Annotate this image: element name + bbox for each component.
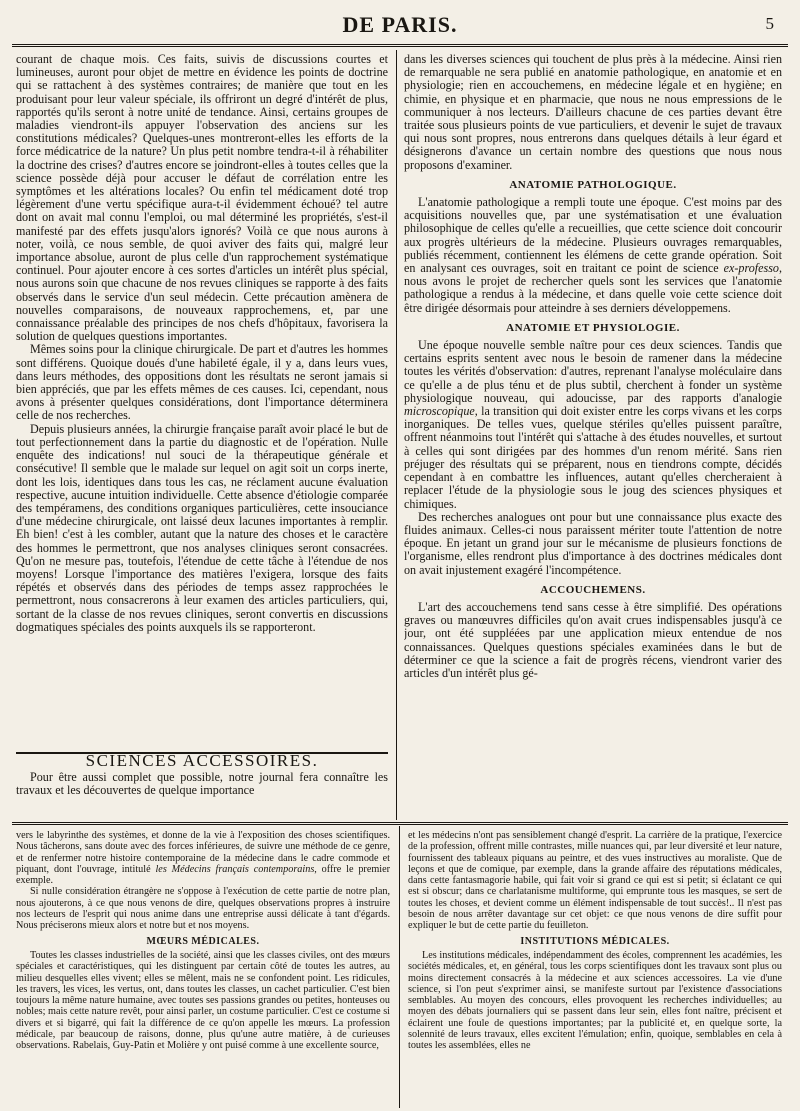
paragraph: Toutes les classes industrielles de la société, ainsi que les classes civiles, ont des mœurs spéciales et caractéristiques, qui les distinguent par certain côté de toutes les autres, au milieu desquelles elles vivent; elles se mêlent, mais ne se confondent point. Les ridicules, les travers, les vices, les vertus, ont, dans toutes les classes, un cachet particulier. C'est bien toujours la même nature humaine, avec toutes ses passions grandes ou petites, honteuses ou nobles; mais cette nature revêt, pour ainsi parler, un costume particulier. C'est ce costume si divers et si bigarré, qui fait la différence de ce qu'on appelle les mœurs. La profession médicale, par beaucoup de raisons, donne, plus qu'une autre matière, à de curieuses observations. Rabelais, Guy-Patin et Molière y ont puisé comme à une excellente source, <box>16 949 390 1052</box>
paragraph: L'anatomie pathologique a rempli toute une époque. C'est moins par des acquisitions nouvelles que, par une systématisation et une évaluation philosophique de celles qu'elle a recueillies, que cette science doit concourir aux progrès ultérieurs de la médecine. Plusieurs ouvrages remarquables, publiés récemment, contiennent les élémens de cette grande opération. Soit en analysant ces ouvrages, soit en traitant ce point de science ex-professo, nous avons le projet de rechercher quels sont les services que l'anatomie pathologique a rendus à la médecine, et dans quelle voie cette science doit être dirigée désormais pour atteindre à ses derniers développemens. <box>404 195 782 315</box>
feuilleton-rule <box>12 822 788 825</box>
paragraph: dans les diverses sciences qui touchent de plus près à la médecine. Ainsi rien de remarquable ne sera publié en anatomie pathologique, en anatomie et en physiologie; rien en accouchemens, en médecine légale et en hygiène; en chimie, en physique et en pharmacie, que nous ne nous empressions de le communiquer à nos lecteurs. D'ailleurs chacune de ces parties devant être traitée sous plusieurs points de vue particuliers, et devenir le sujet de travaux qui nous sont propres, nous entrerons dans quelques détails à leur égard et désignerons d'avance un certain nombre des questions que nous nous proposons d'examiner. <box>404 53 782 172</box>
emphasis: les Médecins français contemporains <box>155 863 315 875</box>
paragraph: et les médecins n'ont pas sensiblement changé d'esprit. La carrière de la pratique, l'exercice de la profession, offrent mille contrastes, mille nuances qui, par leur diversité et leur nature, fournissent des tableaux piquans au peintre, et des vues instructives au moraliste. Que de leçons et que de comique, par exemple, dans la grande affaire des réputations médicales, dans cette fantasmagorie habile, qui fait voir si grand ce qui est si petit; si éclatant ce qui est si obscur; dans ce charlatanisme multiforme, qui emprunte tous les masques, se sert de toutes les choses, et devient comme un élément indispensable de tout succès!.. Il n'est pas besoin de nous arrêter davantage sur cet objet: ce que nous venons de dire suffit pour expliquer le but de cette partie du feuilleton. <box>408 830 782 932</box>
section-heading: MŒURS MÉDICALES. <box>146 935 260 947</box>
page-header <box>0 12 800 42</box>
section-heading: ACCOUCHEMENS. <box>540 583 646 596</box>
paragraph: Une époque nouvelle semble naître pour ces deux sciences. Tandis que certains esprits sentent avec nous le besoin de ramener dans la médecine toutes les vérités d'observation: d'autres, reprenant l'analyse moléculaire dans ce qu'elle a de plus ténu et de plus subtil, cherchent à fonder un système physiologique nouveau, qui adoucisse, par des rapports d'analogie microscopique, la transition qui doit exister entre les corps vivans et les corps inorganiques. De telles vues, quelque stériles qu'elles puissent paraître, offrent néanmoins tout l'intérêt qui s'attache à des études nouvelles, et surtout à celles qui sont dirigées par des hommes d'un renom mérité. Sans rien préjuger des résultats qui se préparent, nous en tiendrons compte, décidés cependant à en combattre les influences, autant qu'elles chercheraient à replacer l'étude de la physiologie sous le joug des sciences physiques et chimiques. <box>404 338 782 511</box>
lower-right-column <box>408 830 782 1105</box>
column-divider <box>396 50 397 820</box>
paragraph: Des recherches analogues ont pour but une connaissance plus exacte des fluides animaux. Celles-ci nous paraissent mériter toute l'attention de notre époque. En jetant un grand jour sur le mécanisme de plusieurs fonctions de l'organisme, elles rendront plus d'importance à des doctrines médicales dont on avait injustement exagéré l'incompétence. <box>404 509 782 577</box>
paragraph: Depuis plusieurs années, la chirurgie française paraît avoir placé le but de tout perfectionnement dans la partie du diagnostic et de l'opération. Nulle enquête des indications! nul souci de la thérapeutique générale et consécutive! Il semble que le malade sur lequel on agit soit un corps inerte, dont les lois, identiques dans tous les cas, ne réclament aucune évaluation respective, aucune intuition individuelle. Cette absence d'étiologie comparée des tempéramens, des conditions organiques particulières, cette insouciance d'une médecine chirurgicale, ont laissé deux lacunes importantes à remplir. Eh bien! c'est à les combler, autant que la nature des choses et le caractère des hommes le permettront, que nos analyses cliniques seront consacrées. Qu'on ne mesure pas, toutefois, l'étendue de cette tâche à l'étendue de nos moyens! Lorsque l'importance des matières l'exigera, lorsque des faits répétés et observés dans des périodes de temps assez rapprochées le permettront, nous consacrerons à leur examen des articles particuliers, qui, sortant de la classe de nos revues cliniques, seront convertis en discussions dogmatiques spéciales des points auxquels ils se rapporteront. <box>16 421 388 634</box>
column-divider <box>399 826 400 1108</box>
upper-right-column <box>404 53 782 813</box>
paragraph: Les institutions médicales, indépendamment des écoles, comprennent les académies, les sociétés médicales, et, en général, tous les corps scientifiques dont les travaux sont plus ou moins directement consacrés à la médecine et aux sciences accessoires. La vie d'une science, si l'on peut s'exprimer ainsi, se manifeste surtout par l'existence d'associations semblables. Au moyen des concours, elles provoquent les recherches individuelles; au moyen des débats journaliers qui se passent dans leur sein, elles font naître, précisent et éclairent une foule de questions importantes; par la publicité et, en quelque sorte, la solennité de leurs travaux, elles excitent l'émulation; enfin, quoique, semblables en cela à toutes les assemblées, elles ne <box>408 949 782 1052</box>
upper-left-column <box>16 53 388 753</box>
paragraph: Si nulle considération étrangère ne s'oppose à l'exécution de cette partie de notre plan, nous ajouterons, à ce que nous venons de dire, quelques observations propres à instruire nos lecteurs de l'esprit qui nous anime dans une entreprise aussi délicate à tant d'égards. Nous préciserons mieux alors et notre but et nos moyens. <box>16 886 390 932</box>
paragraph: Mêmes soins pour la clinique chirurgicale. De part et d'autres les hommes sont différens. Quoique doués d'une habileté égale, il y a, dans leurs vues, dans leurs méthodes, des oppositions dont les résultats ne seront jamais si bien appréciés, que par les effets mêmes de ces causes. Ici, cependant, nous avons à présenter quelques considérations, dont l'importance déterminera celle de nos recherches. <box>16 342 388 423</box>
paragraph: Pour être aussi complet que possible, notre journal fera connaître les travaux et les découvertes de quelque importance <box>16 770 388 798</box>
page-number: 5 <box>765 14 774 33</box>
section-heading: SCIENCES ACCESSOIRES. <box>85 754 319 770</box>
section-heading: INSTITUTIONS MÉDICALES. <box>520 935 670 947</box>
lower-left-column <box>16 830 390 1105</box>
header-rule <box>12 44 788 47</box>
section-heading: ANATOMIE ET PHYSIOLOGIE. <box>506 321 680 334</box>
section-heading: ANATOMIE PATHOLOGIQUE. <box>509 178 677 191</box>
sciences-accessoires-section <box>16 754 388 818</box>
paragraph: vers le labyrinthe des systèmes, et donne de la vie à l'exposition des choses scientifiques. Nous tâcherons, sans doute avec des forces inférieures, de suivre une méthode de ce genre, et de renfermer notre histoire contemporaine de la médecine dans le cadre commode et piquant, dont l'ouvrage, intitulé les Médecins français contemporains, offre le premier exemple. <box>16 830 390 887</box>
emphasis: microscopique <box>404 404 475 419</box>
emphasis: ex-professo <box>723 261 779 276</box>
paragraph: courant de chaque mois. Ces faits, suivis de discussions courtes et lumineuses, auront pour objet de mettre en évidence les points de doctrine qui se rattachent à des systèmes contraires; de manière que tout en les produisant pour leur valeur spéciale, ils offriront un degré d'intérêt de plus, rapportés qu'ils seront à notre unité de tendance. Ainsi, certains groupes de maladies viendront-ils appuyer l'observation des anciens sur les constitutions médicales? Quelques-unes montreront-elles les efforts de la force médicatrice de la nature? Un plus petit nombre tendra-t-il à réhabiliter la doctrine des crises? d'autres encore se joindront-elles à toutes celles que la science possède déjà pour accuser le défaut de corrélation entre les symptômes et les altérations locales? Ou enfin tel médicament doté trop légèrement d'une vertu spécifique aura-t-il évidemment échoué? tel autre dont on avait mal connu l'emploi, ou mal déterminé les propriétés, s'est-il manifesté par des effets jusqu'alors ignorés? Voilà ce que nous aurons à noter, voilà, ce nous semble, de quoi aviver des faits qui, malgré leur importance absolue, auront de plus celle d'un rapprochement systématique continuel. Pour ajouter encore à ces sortes d'articles un intérêt plus spécial, nous aurons soin que chacune de nos revues cliniques se rapporte à des faits observés dans le service d'un seul médecin. Cette précaution amènera de nouvelles comparaisons, de nouveaux rapprochemens, et, par une connaissance préalable des principes de nos chefs d'hôpitaux, favorisera la solution de quelques questions importantes. <box>16 53 388 344</box>
running-title: DE PARIS. <box>342 12 458 37</box>
paragraph: L'art des accouchemens tend sans cesse à être simplifié. Des opérations graves ou manœuvres difficiles qu'on avait crues indispensables jusqu'à ce jour, ont été suppléées par une application mieux entendue de nos connaissances. Quelques questions spéciales examinées dans le but de déterminer ce que la science a fait de progrès récens, viendront varier des articles d'un intérêt plus gé- <box>404 599 782 680</box>
